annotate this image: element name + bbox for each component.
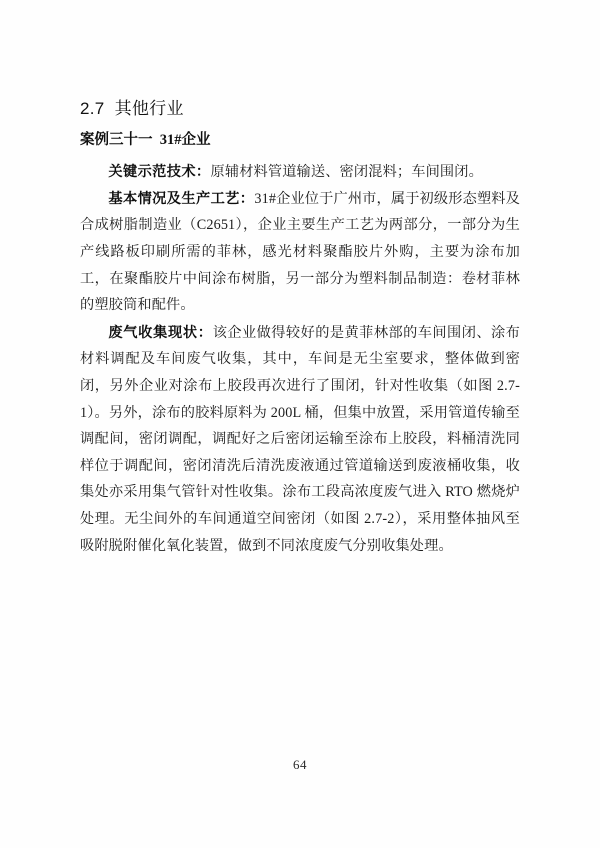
page-number: 64: [293, 757, 307, 772]
paragraph-body-basic-situation: 31#企业位于广州市，属于初级形态塑料及合成树脂制造业（C2651），企业主要生产工艺为两部分，一部分为生产线路板印刷所需的菲林，感光材料聚酯胶片外购，主要为涂布加工，在聚酯胶片中间涂布树脂，另一部分为塑料制品制造：卷材菲林的塑胶筒和配件。: [80, 190, 520, 314]
paragraph-key-technology: [80, 159, 520, 186]
paragraph-basic-situation: [80, 186, 520, 319]
paragraph-body-key-technology: 原辅材料管道输送、密闭混料；车间围闭。: [210, 164, 483, 181]
paragraph-body-exhaust-collection-status: 该企业做得较好的是黄菲林部的车间围闭、涂布材料调配及车间废气收集，其中，车间是无尘室要求，整体做到密闭，另外企业对涂布上胶段再次进行了围闭，针对性收集（如图 2.7-1）。另外，涂布的胶料原料为 200L 桶，但集中放置，采用管道传输至调配间，密闭调配，调配好之后密闭运输至涂布上胶段，料桶清洗同样位于调配间，密闭清洗后清洗废液通过管道输送到废液桶收集，收集处亦采用集气管针对性收集。涂布工段高浓度废气进入 RTO 燃烧炉处理。无尘间外的车间通道空间密闭（如图 2.7-2），采用整体抽风至吸附脱附催化氧化装置，做到不同浓度废气分别收集处理。: [80, 324, 520, 554]
paragraph-lead-basic-situation: 基本情况及生产工艺：: [108, 190, 255, 207]
paragraph-exhaust-collection-status: [80, 320, 520, 559]
paragraph-lead-exhaust-collection-status: 废气收集现状：: [108, 324, 213, 341]
page-content: [80, 98, 520, 560]
paragraph-lead-key-technology: 关键示范技术：: [108, 164, 211, 181]
case-heading: 案例三十一 31#企业: [80, 131, 211, 148]
section-heading: 2.7 其他行业: [80, 99, 184, 118]
